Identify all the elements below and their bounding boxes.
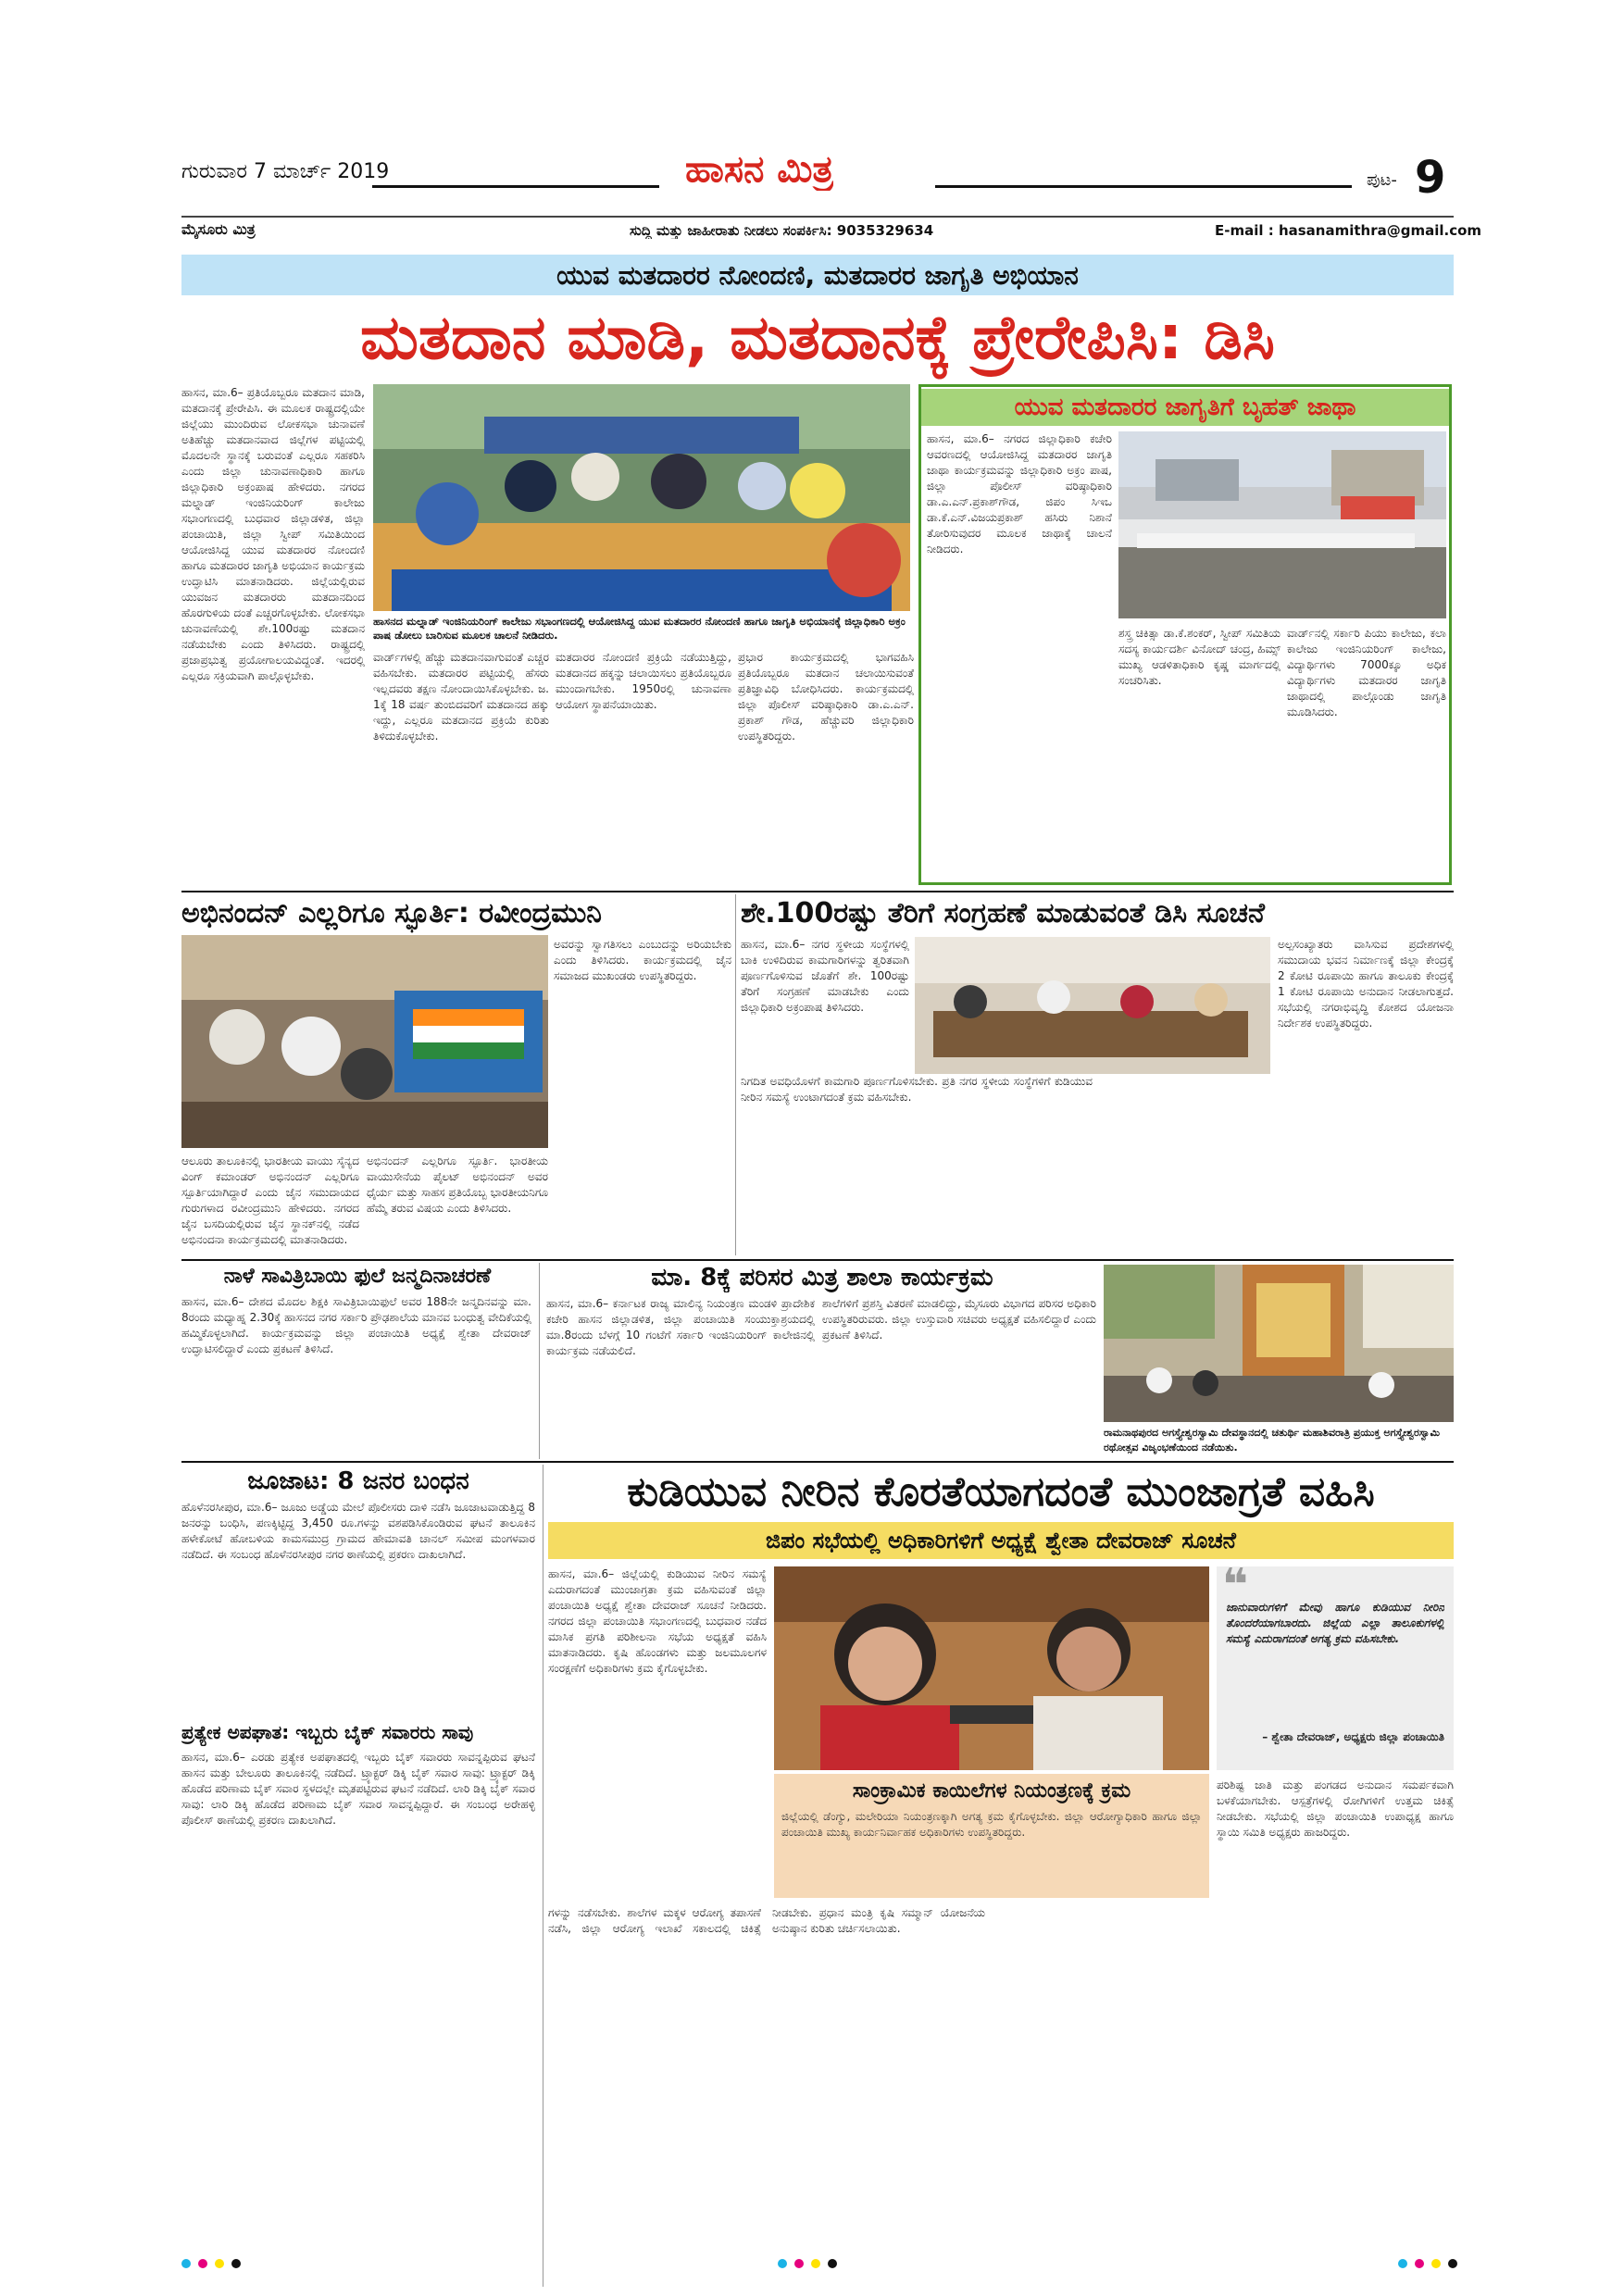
color-dots-right (1398, 2259, 1457, 2268)
page-label: ಪುಟ- (1367, 170, 1397, 190)
abhinandan-caption-text: ಆಲೂರು ತಾಲೂಕಿನಲ್ಲಿ ಭಾರತೀಯ ವಾಯು ಸೈನ್ಯದ ವಿಂಗ್ ಕಮಾಂಡರ್ ಅಭಿನಂದನ್ ಎಲ್ಲರಿಗೂ ಸ್ಪೂರ್ತಿಯಾಗಿದ್ದಾರೆ ಎಂದು ಜೈನ ಸಮುದಾಯದ ಗುರುಗಳಾದ ರವೀಂದ್ರಮುನಿ ಹೇಳಿದರು. ನಗರದ ಜೈನ ಬಸದಿಯಲ್ಲಿರುವ ಜೈನ ಸ್ಥಾನಕ್‌ನಲ್ಲಿ ನಡೆದ ಅಭಿನಂದನಾ ಕಾರ್ಯಕ್ರಮದಲ್ಲಿ ಮಾತನಾಡಿದರು. (181, 1154, 359, 1246)
jatha-box (918, 384, 1452, 885)
jatha-photo (1118, 431, 1446, 618)
collection-col-1: ಹಾಸನ, ಮಾ.6– ನಗರ ಸ್ಥಳೀಯ ಸಂಸ್ಥೆಗಳಲ್ಲಿ ಬಾಕಿ ಉಳಿದಿರುವ ಕಾಮಗಾರಿಗಳನ್ನು ತ್ವರಿತವಾಗಿ ಪೂರ್ಣಗೊಳಿಸುವ ಜೊತೆಗೆ ಶೇ. 100ರಷ್ಟು ತೆರಿಗೆ ಸಂಗ್ರಹಣೆ ಮಾಡಬೇಕು ಎಂದು ಜಿಲ್ಲಾಧಿಕಾರಿ ಅಕ್ರಂಪಾಷ ತಿಳಿಸಿದರು. (741, 938, 909, 1014)
lead-photo-caption: ಹಾಸನದ ಮಲ್ನಾಡ್ ಇಂಜಿನಿಯರಿಂಗ್ ಕಾಲೇಜು ಸಭಾಂಗಣದಲ್ಲಿ ಆಯೋಜಿಸಿದ್ದ ಯುವ ಮತದಾರರ ನೋಂದಣಿ ಹಾಗೂ ಜಾಗೃತಿ ಅಭಿಯಾನಕ್ಕೆ ಜಿಲ್ಲಾಧಿಕಾರಿ ಅಕ್ರಂ ಪಾಷ ಡೋಲು ಬಾರಿಸುವ ಮೂಲಕ ಚಾಲನೆ ನೀಡಿದರು. (373, 615, 906, 642)
jatha-headline: ಯುವ ಮತದಾರರ ಜಾಗೃತಿಗೆ ಬೃಹತ್ ಜಾಥಾ (921, 389, 1449, 426)
school-photo (1104, 1265, 1454, 1422)
lead-photo (373, 384, 910, 611)
lead-kicker: ಯುವ ಮತದಾರರ ನೋಂದಣಿ, ಮತದಾರರ ಜಾಗೃತಿ ಅಭಿಯಾನ (556, 260, 1079, 291)
water-quote-box (1217, 1559, 1454, 1770)
water-headline: ಕುಡಿಯುವ ನೀರಿನ ಕೊರತೆಯಾಗದಂತೆ ಮುಂಜಾಗ್ರತೆ ವಹಿಸಿ (627, 1468, 1375, 1516)
accident-body: ಹಾಸನ, ಮಾ.6– ಎರಡು ಪ್ರತ್ಯೇಕ ಅಪಘಾತದಲ್ಲಿ ಇಬ್ಬರು ಬೈಕ್ ಸವಾರರು ಸಾವನ್ನಪ್ಪಿರುವ ಘಟನೆ ಹಾಸನ ಮತ್ತು ಬೇಲೂರು ತಾಲೂಕಿನಲ್ಲಿ ನಡೆದಿದೆ. ಟ್ರ್ಯಾಕ್ಟರ್ ಡಿಕ್ಕಿ ಬೈಕ್ ಸವಾರ ಸಾವು: ಟ್ರ್ಯಾಕ್ಟರ್ ಡಿಕ್ಕಿ ಹೊಡೆದ ಪರಿಣಾಮ ಬೈಕ್ ಸವಾರ ಸ್ಥಳದಲ್ಲೇ ಮೃತಪಟ್ಟಿರುವ ಘಟನೆ ನಡೆದಿದೆ. ಲಾರಿ ಡಿಕ್ಕಿ ಬೈಕ್ ಸವಾರ ಸಾವು: ಲಾರಿ ಡಿಕ್ಕಿ ಹೊಡೆದ ಪರಿಣಾಮ ಬೈಕ್ ಸವಾರ ಸಾವನ್ನಪ್ಪಿದ್ದಾರೆ. ಈ ಸಂಬಂಧ ಅರೇಹಳ್ಳಿ ಪೊಲೀಸ್ ಠಾಣೆಯಲ್ಲಿ ಪ್ರಕರಣ ದಾಖಲಾಗಿದೆ. (181, 1751, 535, 1827)
water-photo (774, 1566, 1209, 1770)
masthead-rule-right (935, 185, 1352, 188)
school-headline: ಮಾ. 8ಕ್ಕೆ ಪರಿಸರ ಮಿತ್ರ ಶಾಲಾ ಕಾರ್ಯಕ್ರಮ (651, 1264, 993, 1292)
collection-col-2: ನಿಗದಿತ ಅವಧಿಯೊಳಗೆ ಕಾಮಗಾರಿ ಪೂರ್ಣಗೊಳಿಸಬೇಕು. ಪ್ರತಿ ನಗರ ಸ್ಥಳೀಯ ಸಂಸ್ಥೆಗಳಿಗೆ ಕುಡಿಯುವ ನೀರಿನ ಸಮಸ್ಯೆ ಉಂಟಾಗದಂತೆ ಕ್ರಮ ವಹಿಸಬೇಕು. (741, 1075, 1093, 1104)
savitribai-body: ಹಾಸನ, ಮಾ.6– ದೇಶದ ಮೊದಲ ಶಿಕ್ಷಕಿ ಸಾವಿತ್ರಿಬಾಯಿಫುಲೆ ಅವರ 188ನೇ ಜನ್ಮದಿನವನ್ನು ಮಾ. 8ರಂದು ಮಧ್ಯಾಹ್ನ 2.30ಕ್ಕೆ ಹಾಸನದ ನಗರ ಸರ್ಕಾರಿ ಪ್ರೌಢಶಾಲೆಯ ಮಾನವ ಬಂಧುತ್ವ ವೇದಿಕೆಯಲ್ಲಿ ಹಮ್ಮಿಕೊಳ್ಳಲಾಗಿದೆ. ಕಾರ್ಯಕ್ರಮವನ್ನು ಜಿಲ್ಲಾ ಪಂಚಾಯಿತಿ ಅಧ್ಯಕ್ಷೆ ಶ್ವೇತಾ ದೇವರಾಜ್ ಉದ್ಘಾಟಿಸಲಿದ್ದಾರೆ ಎಂದು ಪ್ರಕಟಣೆ ತಿಳಿಸಿದೆ. (181, 1295, 531, 1355)
email-line: E-mail : hasanamithra@gmail.com (1215, 222, 1482, 239)
lead-col-1: ಹಾಸನ, ಮಾ.6– ಪ್ರತಿಯೊಬ್ಬರೂ ಮತದಾನ ಮಾಡಿ, ಮತದಾನಕ್ಕೆ ಪ್ರೇರೇಪಿಸಿ. ಈ ಮೂಲಕ ರಾಷ್ಟ್ರದಲ್ಲಿಯೇ ಜಿಲ್ಲೆಯು ಮುಂದಿರುವ ಲೋಕಸಭಾ ಚುನಾವಣೆ ಅತಿಹೆಚ್ಚು ಮತದಾನವಾದ ಜಿಲ್ಲೆಗಳ ಪಟ್ಟಿಯಲ್ಲಿ ಮೊದಲನೇ ಸ್ಥಾನಕ್ಕೆ ಬರುವಂತೆ ಎಲ್ಲರೂ ಸಹಕರಿಸಿ ಎಂದು ಜಿಲ್ಲಾ ಚುನಾವಣಾಧಿಕಾರಿ ಹಾಗೂ ಜಿಲ್ಲಾಧಿಕಾರಿ ಅಕ್ರಂಪಾಷ ಹೇಳಿದರು. ನಗರದ ಮಲ್ನಾಡ್ ಇಂಜಿನಿಯರಿಂಗ್ ಕಾಲೇಜು ಸಭಾಂಗಣದಲ್ಲಿ ಬುಧವಾರ ಜಿಲ್ಲಾಡಳಿತ, ಜಿಲ್ಲಾ ಪಂಚಾಯಿತಿ, ಜಿಲ್ಲಾ ಸ್ವೀಪ್ ಸಮಿತಿಯಿಂದ ಆಯೋಜಿಸಿದ್ದ ಯುವ ಮತದಾರರ ನೋಂದಣಿ ಹಾಗೂ ಮತದಾರರ ಜಾಗೃತಿ ಅಭಿಯಾನ ಕಾರ್ಯಕ್ರಮ ಉದ್ಘಾಟಿಸಿ ಮಾತನಾಡಿದರು. ಜಿಲ್ಲೆಯಲ್ಲಿರುವ ಯುವಜನ ಮತದಾರರು ಮತದಾನದಿಂದ ಹೊರಗುಳಿಯ ದಂತೆ ಎಚ್ಚರಗೊಳ್ಳಬೇಕು. ಲೋಕಸಭಾ ಚುನಾವಣೆಯಲ್ಲಿ ಶೇ.100ರಷ್ಟು ಮತದಾನ ನಡೆಯಬೇಕು ಎಂದು ತಿಳಿಸಿದರು. ರಾಷ್ಟ್ರದಲ್ಲಿ ಪ್ರಜಾಪ್ರಭುತ್ವ ಪ್ರಯೋಗಾಲಯವಿದ್ದಂತೆ. ಇದರಲ್ಲಿ ಎಲ್ಲರೂ ಸಕ್ರಿಯವಾಗಿ ಪಾಲ್ಗೊಳ್ಳಬೇಕು. (181, 386, 365, 682)
divider-savitribai (539, 1263, 540, 1459)
masthead-rule-lower (181, 216, 1454, 218)
rule-3 (181, 1461, 1454, 1463)
lead-col-4: ಪ್ರಭಾರ ಕಾರ್ಯಕ್ರಮದಲ್ಲಿ ಭಾಗವಹಿಸಿ ಪ್ರತಿಯೊಬ್ಬರೂ ಮತದಾನ ಚಲಾಯಿಸುವಂತೆ ಪ್ರತಿಜ್ಞಾವಿಧಿ ಬೋಧಿಸಿದರು. ಕಾರ್ಯಕ್ರಮದಲ್ಲಿ ಜಿಲ್ಲಾ ಪೊಲೀಸ್ ವರಿಷ್ಠಾಧಿಕಾರಿ ಡಾ.ಎ.ಎನ್. ಪ್ರಕಾಶ್ ಗೌಡ, ಹೆಚ್ಚುವರಿ ಜಿಲ್ಲಾಧಿಕಾರಿ ಉಪಸ್ಥಿತರಿದ್ದರು. (738, 651, 914, 742)
jatha-col-1: ಹಾಸನ, ಮಾ.6– ನಗರದ ಜಿಲ್ಲಾಧಿಕಾರಿ ಕಚೇರಿ ಆವರಣದಲ್ಲಿ ಆಯೋಜಿಸಿದ್ದ ಮತದಾರರ ಜಾಗೃತಿ ಜಾಥಾ ಕಾರ್ಯಕ್ರಮವನ್ನು ಜಿಲ್ಲಾಧಿಕಾರಿ ಅಕ್ರಂ ಪಾಷ, ಜಿಲ್ಲಾ ಪೊಲೀಸ್ ವರಿಷ್ಠಾಧಿಕಾರಿ ಡಾ.ಎ.ಎನ್.ಪ್ರಕಾಶ್‌ಗೌಡ, ಜಿಪಂ ಸಿಇಒ ಡಾ.ಕೆ.ಎನ್.ವಿಜಯಪ್ರಕಾಶ್ ಹಸಿರು ನಿಶಾನೆ ತೋರಿಸುವುದರ ಮೂಲಕ ಜಾಥಾಕ್ಕೆ ಚಾಲನೆ ನೀಡಿದರು. (927, 432, 1112, 555)
water-quote: ಜಾನುವಾರುಗಳಿಗೆ ಮೇವು ಹಾಗೂ ಕುಡಿಯುವ ನೀರಿನ ತೊಂದರೆಯಾಗಬಾರದು. ಜಿಲ್ಲೆಯ ಎಲ್ಲಾ ತಾಲೂಕುಗಳಲ್ಲಿ ಸಮಸ್ಯೆ ಎದುರಾಗದಂತೆ ಅಗತ್ಯ ಕ್ರಮ ವಹಿಸಬೇಕು. (1226, 1601, 1444, 1645)
lead-kicker-band (181, 255, 1454, 295)
water-caption-title: ಸಾಂಕ್ರಾಮಿಕ ಕಾಯಿಲೆಗಳ ನಿಯಂತ್ರಣಕ್ಕೆ ಕ್ರಮ (852, 1779, 1131, 1803)
gambling-body: ಹೊಳೆನರಸೀಪುರ, ಮಾ.6– ಜೂಜು ಅಡ್ಡೆಯ ಮೇಲೆ ಪೊಲೀಸರು ದಾಳಿ ನಡೆಸಿ ಜೂಜಾಟವಾಡುತ್ತಿದ್ದ 8 ಜನರನ್ನು ಬಂಧಿಸಿ, ಪಣಕ್ಕಿಟ್ಟಿದ್ದ 3,450 ರೂ.ಗಳನ್ನು ವಶಪಡಿಸಿಕೊಂಡಿರುವ ಘಟನೆ ತಾಲೂಕಿನ ಹಳೇಕೋಟೆ ಹೋಬಳಿಯ ಕಾಮಸಮುದ್ರ ಗ್ರಾಮದ ಹೇಮಾವತಿ ಚಾನಲ್ ಸಮೀಪ ಮಂಗಳವಾರ ನಡೆದಿದೆ. ಈ ಸಂಬಂಧ ಹೊಳೆನರಸೀಪುರ ನಗರ ಠಾಣೆಯಲ್ಲಿ ಪ್ರಕರಣ ದಾಖಲಾಗಿದೆ. (181, 1501, 535, 1561)
accident-headline: ಪ್ರತ್ಯೇಕ ಅಪಘಾತ: ಇಬ್ಬರು ಬೈಕ್ ಸವಾರರು ಸಾವು (181, 1721, 474, 1743)
water-caption-text: ಜಿಲ್ಲೆಯಲ್ಲಿ ಡೆಂಗ್ಯು, ಮಲೇರಿಯಾ ನಿಯಂತ್ರಣಕ್ಕಾಗಿ ಅಗತ್ಯ ಕ್ರಮ ಕೈಗೊಳ್ಳಬೇಕು. ಜಿಲ್ಲಾ ಆರೋಗ್ಯಾಧಿಕಾರಿ ಹಾಗೂ ಜಿಲ್ಲಾ ಪಂಚಾಯಿತಿ ಮುಖ್ಯ ಕಾರ್ಯನಿರ್ವಾಹಕ ಅಧಿಕಾರಿಗಳು ಉಪಸ್ಥಿತರಿದ್ದರು. (781, 1810, 1202, 1839)
water-col-1: ಹಾಸನ, ಮಾ.6– ಜಿಲ್ಲೆಯಲ್ಲಿ ಕುಡಿಯುವ ನೀರಿನ ಸಮಸ್ಯೆ ಎದುರಾಗದಂತೆ ಮುಂಜಾಗ್ರತಾ ಕ್ರಮ ವಹಿಸುವಂತೆ ಜಿಲ್ಲಾ ಪಂಚಾಯಿತಿ ಅಧ್ಯಕ್ಷೆ ಶ್ವೇತಾ ದೇವರಾಜ್ ಸೂಚನೆ ನೀಡಿದರು. ನಗರದ ಜಿಲ್ಲಾ ಪಂಚಾಯಿತಿ ಸಭಾಂಗಣದಲ್ಲಿ ಬುಧವಾರ ನಡೆದ ಮಾಸಿಕ ಪ್ರಗತಿ ಪರಿಶೀಲನಾ ಸಭೆಯ ಅಧ್ಯಕ್ಷತೆ ವಹಿಸಿ ಮಾತನಾಡಿದರು. ಕೃಷಿ ಹೊಂಡಗಳು ಮತ್ತು ಜಲಮೂಲಗಳ ಸಂರಕ್ಷಣೆಗೆ ಅಧಿಕಾರಿಗಳು ಕ್ರಮ ಕೈಗೊಳ್ಳಬೇಕು. (548, 1567, 767, 1675)
rule-2 (181, 1259, 1454, 1261)
quote-mark-icon: ❝ (1222, 1559, 1249, 1611)
rule-1 (181, 891, 1454, 892)
school-col-2: ಶಾಲೆಗಳಿಗೆ ಪ್ರಶಸ್ತಿ ವಿತರಣೆ ಮಾಡಲಿದ್ದು, ಮೈಸೂರು ವಿಭಾಗದ ಪರಿಸರ ಅಧಿಕಾರಿ ಉಪಸ್ಥಿತರಿರುವರು. ಜಿಲ್ಲಾ ಉಸ್ತುವಾರಿ ಸಚಿವರು ಅಧ್ಯಕ್ಷತೆ ವಹಿಸಲಿದ್ದಾರೆ ಎಂದು ಪ್ರಕಟಣೆ ತಿಳಿಸಿದೆ. (822, 1297, 1096, 1341)
collection-headline: ಶೇ.100ರಷ್ಟು ತೆರಿಗೆ ಸಂಗ್ರಹಣೆ ಮಾಡುವಂತೆ ಡಿಸಿ ಸೂಚನೆ (741, 897, 1265, 930)
section-name: ಮೈಸೂರು ಮಿತ್ರ (181, 220, 256, 238)
collection-photo (915, 937, 1270, 1074)
school-col-1: ಹಾಸನ, ಮಾ.6– ಕರ್ನಾಟಕ ರಾಜ್ಯ ಮಾಲಿನ್ಯ ನಿಯಂತ್ರಣ ಮಂಡಳಿ ಪ್ರಾದೇಶಿಕ ಕಚೇರಿ ಹಾಸನ ಜಿಲ್ಲಾಡಳಿತ, ಜಿಲ್ಲಾ ಪಂಚಾಯಿತಿ ಸಂಯುಕ್ತಾಶ್ರಯದಲ್ಲಿ ಮಾ.8ರಂದು ಬೆಳಗ್ಗೆ 10 ಗಂಟೆಗೆ ಸರ್ಕಾರಿ ಇಂಜಿನಿಯರಿಂಗ್ ಕಾಲೇಜಿನಲ್ಲಿ ಕಾರ್ಯಕ್ರಮ ನಡೆಯಲಿದೆ. (546, 1297, 815, 1357)
water-subhead: ಜಿಪಂ ಸಭೆಯಲ್ಲಿ ಅಧಿಕಾರಿಗಳಿಗೆ ಅಧ್ಯಕ್ಷೆ ಶ್ವೇತಾ ದೇವರಾಜ್ ಸೂಚನೆ (548, 1522, 1454, 1559)
newspaper-title: ಹಾಸನ ಮಿತ್ರ (685, 148, 834, 191)
abhinandan-headline: ಅಭಿನಂದನ್ ಎಲ್ಲರಿಗೂ ಸ್ಫೂರ್ತಿ: ರವೀಂದ್ರಮುನಿ (181, 897, 602, 930)
water-caption-box (774, 1774, 1209, 1898)
gambling-headline: ಜೂಜಾಟ: 8 ಜನರ ಬಂಧನ (247, 1467, 469, 1495)
divider-abhinandan (735, 894, 736, 1255)
lead-headline: ಮತದಾನ ಮಾಡಿ, ಮತದಾನಕ್ಕೆ ಪ್ರೇರೇಪಿಸಿ: ಡಿಸಿ (360, 302, 1275, 373)
issue-date: ಗುರುವಾರ 7 ಮಾರ್ಚ್ 2019 (181, 160, 390, 183)
water-col-2: ಗಳನ್ನು ನಡೆಸಬೇಕು. ಶಾಲೆಗಳ ಮಕ್ಕಳ ಆರೋಗ್ಯ ತಪಾಸಣೆ ನಡೆಸಿ, ಜಿಲ್ಲಾ ಆರೋಗ್ಯ ಇಲಾಖೆ ಸಕಾಲದಲ್ಲಿ ಚಿಕಿತ್ಸೆ ನೀಡಬೇಕು. ಪ್ರಧಾನ ಮಂತ್ರಿ ಕೃಷಿ ಸಮ್ಮಾನ್ ಯೋಜನೆಯ ಅನುಷ್ಠಾನ ಕುರಿತು ಚರ್ಚಿಸಲಾಯಿತು. (548, 1906, 985, 1935)
jatha-col-3: ವಾರ್ಡ್‌ನಲ್ಲಿ ಸರ್ಕಾರಿ ಪಿಯು ಕಾಲೇಜು, ಕಲಾ ಕಾಲೇಜು ಇಂಜಿನಿಯರಿಂಗ್ ಕಾಲೇಜು, ವಿದ್ಯಾರ್ಥಿಗಳು 7000ಕ್ಕೂ ಅಧಿಕ ವಿದ್ಯಾರ್ಥಿಗಳು ಮತದಾರರ ಜಾಗೃತಿ ಜಾಥಾದಲ್ಲಿ ಪಾಲ್ಗೊಂಡು ಜಾಗೃತಿ ಮೂಡಿಸಿದರು. (1287, 627, 1446, 718)
masthead (0, 0, 1624, 241)
color-dots-left (181, 2259, 241, 2268)
jatha-col-2: ಶಸ್ತ್ರ ಚಿಕಿತ್ಸಾ ಡಾ.ಕೆ.ಶಂಕರ್, ಸ್ವೀಪ್ ಸಮಿತಿಯ ಸದಸ್ಯ ಕಾರ್ಯದರ್ಶಿ ವಿನೋದ್ ಚಂದ್ರ, ಹಿಮ್ಸ್ ಮುಖ್ಯ ಆಡಳಿತಾಧಿಕಾರಿ ಕೃಷ್ಣ ಮಾರ್ಗದಲ್ಲಿ ಸಂಚರಿಸಿತು. (1118, 627, 1280, 687)
lead-col-3: ಮತದಾರರ ನೋಂದಣಿ ಪ್ರಕ್ರಿಯೆ ನಡೆಯುತ್ತಿದ್ದು, ಮತದಾನದ ಹಕ್ಕನ್ನು ಚಲಾಯಿಸಲು ಪ್ರತಿಯೊಬ್ಬರೂ ಮುಂದಾಗಬೇಕು. 1950ರಲ್ಲಿ ಚುನಾವಣಾ ಆಯೋಗ ಸ್ಥಾಪನೆಯಾಯಿತು. (556, 651, 731, 711)
color-dots-center (778, 2259, 837, 2268)
school-photo-caption: ರಾಮನಾಥಪುರದ ಅಗಸ್ತ್ಯೇಶ್ವರಸ್ವಾಮಿ ದೇವಸ್ಥಾನದಲ್ಲಿ ಚತುರ್ಥಿ ಮಹಾಶಿವರಾತ್ರಿ ಪ್ರಯುಕ್ತ ಅಗಸ್ತ್ಯೇಶ್ವರಸ್ವಾಮಿ ರಥೋತ್ಸವ ವಿಜೃಂಭಣೆಯಿಂದ ನಡೆಯಿತು. (1104, 1427, 1441, 1454)
collection-col-3: ಅಲ್ಪಸಂಖ್ಯಾತರು ವಾಸಿಸುವ ಪ್ರದೇಶಗಳಲ್ಲಿ ಸಮುದಾಯ ಭವನ ನಿರ್ಮಾಣಕ್ಕೆ ಜಿಲ್ಲಾ ಕೇಂದ್ರಕ್ಕೆ 2 ಕೋಟಿ ರೂಪಾಯಿ ಹಾಗೂ ತಾಲೂಕು ಕೇಂದ್ರಕ್ಕೆ 1 ಕೋಟಿ ರೂಪಾಯಿ ಅನುದಾನ ನೀಡಲಾಗುತ್ತದೆ. ಸಭೆಯಲ್ಲಿ ನಗರಾಭಿವೃದ್ಧಿ ಕೋಶದ ಯೋಜನಾ ನಿರ್ದೇಶಕ ಉಪಸ್ಥಿತರಿದ್ದರು. (1278, 938, 1454, 1029)
abhinandan-col-3: ಅವರನ್ನು ಸ್ವಾಗತಿಸಲು ಎಂಬುದನ್ನು ಅರಿಯಬೇಕು ಎಂದು ತಿಳಿಸಿದರು. ಕಾರ್ಯಕ್ರಮದಲ್ಲಿ ಜೈನ ಸಮಾಜದ ಮುಖಂಡರು ಉಪಸ್ಥಿತರಿದ್ದರು. (554, 938, 731, 982)
water-col-3: ಪರಿಶಿಷ್ಟ ಜಾತಿ ಮತ್ತು ಪಂಗಡದ ಅನುದಾನ ಸಮರ್ಪಕವಾಗಿ ಬಳಕೆಯಾಗಬೇಕು. ಆಸ್ಪತ್ರೆಗಳಲ್ಲಿ ರೋಗಿಗಳಿಗೆ ಉತ್ತಮ ಚಿಕಿತ್ಸೆ ನೀಡಬೇಕು. ಸಭೆಯಲ್ಲಿ ಜಿಲ್ಲಾ ಪಂಚಾಯಿತಿ ಉಪಾಧ್ಯಕ್ಷ ಹಾಗೂ ಸ್ಥಾಯಿ ಸಮಿತಿ ಅಧ್ಯಕ್ಷರು ಹಾಜರಿದ್ದರು. (1217, 1778, 1454, 1839)
water-quote-author: – ಶ್ವೇತಾ ದೇವರಾಜ್, ಅಧ್ಯಕ್ಷರು ಜಿಲ್ಲಾ ಪಂಚಾಯಿತಿ (1262, 1730, 1444, 1743)
savitribai-headline: ನಾಳೆ ಸಾವಿತ್ರಿಬಾಯಿ ಫುಲೆ ಜನ್ಮದಿನಾಚರಣೆ (223, 1265, 492, 1288)
masthead-rule-left (372, 185, 659, 188)
abhinandan-col-2: ಅಭಿನಂದನ್ ಎಲ್ಲರಿಗೂ ಸ್ಫೂರ್ತಿ. ಭಾರತೀಯ ವಾಯುಸೇನೆಯ ಪೈಲಟ್ ಅಭಿನಂದನ್ ಅವರ ಧೈರ್ಯ ಮತ್ತು ಸಾಹಸ ಪ್ರತಿಯೊಬ್ಬ ಭಾರತೀಯನಿಗೂ ಹೆಮ್ಮೆ ತರುವ ವಿಷಯ ಎಂದು ತಿಳಿಸಿದರು. (367, 1154, 548, 1215)
lead-col-2: ವಾರ್ಡ್‌ಗಳಲ್ಲಿ ಹೆಚ್ಚು ಮತದಾನವಾಗುವಂತೆ ಎಚ್ಚರ ವಹಿಸಬೇಕು. ಮತದಾರರ ಪಟ್ಟಿಯಲ್ಲಿ ಹೆಸರು ಇಲ್ಲದವರು ತಕ್ಷಣ ನೋಂದಾಯಿಸಿಕೊಳ್ಳಬೇಕು. ಜ. 1ಕ್ಕೆ 18 ವರ್ಷ ತುಂಬಿದವರಿಗೆ ಮತದಾನದ ಹಕ್ಕು ಇದ್ದು, ಎಲ್ಲರೂ ಮತದಾನದ ಪ್ರಕ್ರಿಯೆ ಕುರಿತು ತಿಳಿದುಕೊಳ್ಳಬೇಕು. (373, 651, 549, 742)
page-number: 9 (1415, 152, 1446, 204)
abhinandan-photo (181, 935, 548, 1148)
contact-line: ಸುದ್ದಿ ಮತ್ತು ಜಾಹೀರಾತು ನೀಡಲು ಸಂಪರ್ಕಿಸಿ: 9035329634 (630, 222, 934, 239)
